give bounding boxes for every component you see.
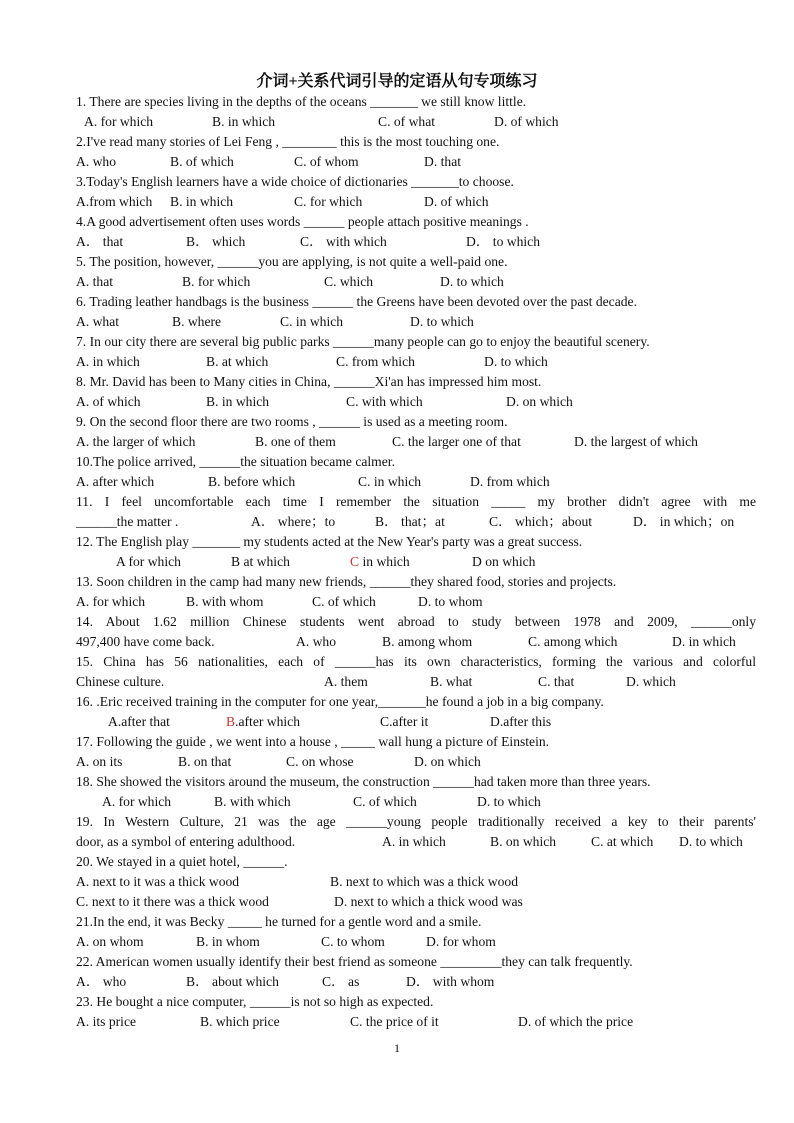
answer-option-text: A. next to it was a thick wood	[76, 874, 240, 889]
answer-option	[406, 972, 494, 992]
answer-option	[490, 832, 556, 852]
answer-option-text: A. them	[324, 674, 368, 689]
options-line	[76, 832, 756, 852]
answer-option	[626, 672, 676, 692]
answer-option	[321, 932, 385, 952]
answer-option-text: A. the larger of which	[76, 434, 196, 449]
options-line	[76, 152, 756, 172]
answer-option	[255, 432, 336, 452]
options-line	[76, 232, 756, 252]
answer-option-text: D. to which	[477, 794, 541, 809]
answer-option-text: C. among which	[528, 634, 618, 649]
answer-option-text: B． that；at	[375, 514, 445, 529]
answer-option	[76, 232, 123, 252]
answer-option-text: A. who	[296, 634, 337, 649]
answer-option-text: C. for which	[294, 194, 363, 209]
answer-option-text: in which	[359, 554, 410, 569]
answer-option	[410, 312, 474, 332]
answer-option	[472, 552, 535, 572]
options-line	[76, 752, 756, 772]
question-line: 3.Today's English learners have a wide choice of dictionaries _______to choose.	[76, 174, 514, 189]
answer-option-text: D on which	[472, 554, 536, 569]
answer-option-text: A. that	[76, 274, 113, 289]
answer-option-text: D． with whom	[406, 974, 495, 989]
answer-option	[672, 632, 736, 652]
answer-option	[380, 712, 428, 732]
answer-option	[214, 792, 291, 812]
answer-option	[490, 712, 551, 732]
answer-option	[170, 192, 233, 212]
answer-option	[231, 552, 290, 572]
answer-option-text: D. next to which a thick wood was	[334, 894, 523, 909]
answer-option-text: D. to which	[484, 354, 548, 369]
answer-option	[477, 792, 541, 812]
answer-option-text: D. in which	[672, 634, 736, 649]
answer-option	[322, 972, 359, 992]
answer-option	[76, 832, 295, 852]
answer-option-text: door, as a symbol of entering adulthood.	[76, 834, 296, 849]
answer-option	[336, 352, 415, 372]
answer-option	[76, 752, 122, 772]
question-line: 23. He bought a nice computer, ______is not so high as expected.	[76, 994, 434, 1009]
question-line: 11. I feel uncomfortable each time I remember the situation _____ my brother didn't agree with me	[76, 494, 756, 509]
answer-option	[76, 632, 215, 652]
answer-option	[76, 272, 113, 292]
question-line: 2.I've read many stories of Lei Feng , ________ this is the most touching one.	[76, 134, 500, 149]
answer-option	[212, 112, 275, 132]
options-line	[76, 392, 756, 412]
answer-option-text: C. next to it there was a thick wood	[76, 894, 269, 909]
answer-option	[76, 972, 126, 992]
answer-option-text: D. of which the price	[518, 1014, 634, 1029]
answer-option-text: A.after that	[108, 714, 170, 729]
question-line: 6. Trading leather handbags is the business ______ the Greens have been devoted over the past decade.	[76, 294, 637, 309]
answer-option-text: B. with whom	[186, 594, 264, 609]
answer-option	[378, 112, 435, 132]
answer-option-text: C. of which	[312, 594, 376, 609]
answer-option	[206, 352, 268, 372]
question-line: 15. China has 56 nationalities, each of ______has its own characteristics, forming the various and colorful	[76, 654, 756, 669]
answer-option-text: B. among whom	[382, 634, 473, 649]
answer-option	[76, 432, 195, 452]
answer-option	[484, 352, 548, 372]
answer-option	[358, 472, 421, 492]
answer-option	[200, 1012, 280, 1032]
answer-option	[324, 672, 368, 692]
options-line	[76, 672, 756, 692]
answer-option-text: A． that	[76, 234, 124, 249]
answer-option-text: B. which price	[200, 1014, 280, 1029]
question-line: 1. There are species living in the depths of the oceans _______ we still know little.	[76, 94, 527, 109]
answer-option	[350, 552, 410, 572]
answer-option	[76, 392, 141, 412]
answer-option	[528, 632, 617, 652]
answer-option-text: A for which	[116, 554, 181, 569]
options-line	[76, 632, 756, 652]
question-line: 12. The English play _______ my students acted at the New Year's party was a great success.	[76, 534, 583, 549]
question-line: 8. Mr. David has been to Many cities in China, ______Xi'an has impressed him most.	[76, 374, 542, 389]
answer-option	[108, 712, 170, 732]
answer-option	[116, 552, 181, 572]
answer-option-text: D. to which	[440, 274, 504, 289]
answer-option	[346, 392, 423, 412]
options-line	[76, 352, 756, 372]
answer-option-text: C. from which	[336, 354, 415, 369]
answer-option	[286, 752, 354, 772]
answer-option-text: B. on that	[178, 754, 232, 769]
answer-option-text: B. of which	[170, 154, 234, 169]
answer-option-text: A.from which	[76, 194, 153, 209]
answer-option-text: C. of what	[378, 114, 436, 129]
question-line: 22. American women usually identify their best friend as someone _________they can talk frequently.	[76, 954, 633, 969]
options-line	[76, 272, 756, 292]
answer-option	[430, 672, 472, 692]
question-line: 9. On the second floor there are two rooms , ______ is used as a meeting room.	[76, 414, 508, 429]
answer-option-text: C． which；about	[489, 514, 593, 529]
answer-option	[353, 792, 417, 812]
answer-option	[591, 832, 653, 852]
answer-option	[466, 232, 540, 252]
answer-option-text: A． who	[76, 974, 127, 989]
answer-option	[186, 232, 245, 252]
answer-option-text: C. of whom	[294, 154, 359, 169]
answer-option-text: C. the larger one of that	[392, 434, 521, 449]
answer-option	[182, 272, 250, 292]
answer-option-text: B. what	[430, 674, 473, 689]
answer-option-text: D. the largest of which	[574, 434, 698, 449]
answer-option	[494, 112, 559, 132]
answer-option-text: D． to which	[466, 234, 541, 249]
options-line	[76, 552, 756, 572]
answer-option-text: B. in which	[170, 194, 234, 209]
question-line: 21.In the end, it was Becky _____ he turned for a gentle word and a smile.	[76, 914, 482, 929]
answer-option-text: A. for which	[76, 594, 146, 609]
question-line: 10.The police arrived, ______the situation became calmer.	[76, 454, 395, 469]
answer-option-text: .after which	[235, 714, 300, 729]
answer-option	[350, 1012, 439, 1032]
answer-option-text: A. what	[76, 314, 120, 329]
answer-option	[294, 192, 362, 212]
answer-option-text: D. on which	[414, 754, 481, 769]
answer-option-text: A. on whom	[76, 934, 144, 949]
answer-option	[679, 832, 743, 852]
options-line	[76, 512, 756, 532]
answer-option-text: B. in whom	[196, 934, 260, 949]
question-line: 5. The position, however, ______you are applying, is not quite a well-paid one.	[76, 254, 508, 269]
answer-option	[84, 112, 153, 132]
answer-option-text: D. of which	[494, 114, 559, 129]
answer-option-text: D. on which	[506, 394, 573, 409]
answer-option-text: C. on whose	[286, 754, 354, 769]
answer-option-text: 497,400 have come back.	[76, 634, 215, 649]
answer-option-text: C. in which	[280, 314, 344, 329]
answer-option	[518, 1012, 633, 1032]
options-line	[76, 472, 756, 492]
question-line: 16. .Eric received training in the computer for one year,_______he found a job in a big company.	[76, 694, 604, 709]
answer-option-text: B． about which	[186, 974, 279, 989]
answer-option	[172, 312, 221, 332]
answer-option-text: C. the price of it	[350, 1014, 439, 1029]
answer-option	[574, 432, 698, 452]
answer-option-text: A. for which	[102, 794, 172, 809]
answer-option-text: C． with which	[300, 234, 387, 249]
answer-option-text: D. to which	[679, 834, 743, 849]
answer-option	[418, 592, 483, 612]
answer-option-text: C. in which	[358, 474, 422, 489]
answer-option-text: B. in which	[212, 114, 276, 129]
answer-option-text: B. for which	[182, 274, 251, 289]
question-line: 19. In Western Culture, 21 was the age ______young people traditionally received a key to their parents'	[76, 814, 756, 829]
question-line: 13. Soon children in the camp had many new friends, ______they shared food, stories and projects.	[76, 574, 617, 589]
answer-option-text: C． as	[322, 974, 360, 989]
answer-option-text: A. of which	[76, 394, 141, 409]
answer-option-text: C. at which	[591, 834, 654, 849]
answer-option-text: B． which	[186, 234, 246, 249]
question-line: 18. She showed the visitors around the museum, the construction ______had taken more than three years.	[76, 774, 651, 789]
options-line	[76, 1012, 756, 1032]
answer-option	[226, 712, 300, 732]
answer-option	[76, 472, 154, 492]
answer-option-text: B. in which	[206, 394, 270, 409]
answer-option-text: D. of which	[424, 194, 489, 209]
answer-option-text: Chinese culture.	[76, 674, 165, 689]
answer-option	[196, 932, 260, 952]
answer-option	[208, 472, 295, 492]
answer-option	[102, 792, 171, 812]
answer-option-text: A. its price	[76, 1014, 137, 1029]
answer-option	[76, 312, 119, 332]
answer-option	[538, 672, 574, 692]
answer-option	[426, 932, 496, 952]
options-line	[76, 192, 756, 212]
options-line	[76, 932, 756, 952]
answer-option-text: B. with which	[214, 794, 291, 809]
answer-option	[334, 892, 523, 912]
answer-option-text: B. one of them	[255, 434, 336, 449]
marked-answer-letter: C	[350, 554, 360, 569]
answer-option	[440, 272, 504, 292]
question-line: 20. We stayed in a quiet hotel, ______.	[76, 854, 288, 869]
answer-option	[76, 892, 269, 912]
answer-option	[76, 512, 178, 532]
answer-option	[506, 392, 573, 412]
options-line	[76, 592, 756, 612]
answer-option	[76, 672, 164, 692]
answer-option-text: C. with which	[346, 394, 423, 409]
question-line: 14. About 1.62 million Chinese students went abroad to study between 1978 and 2009, ______only	[76, 614, 756, 629]
answer-option	[392, 432, 521, 452]
options-line	[76, 312, 756, 332]
answer-option-text: C. that	[538, 674, 575, 689]
answer-option-text: D. to whom	[418, 594, 483, 609]
answer-option-text: C.after it	[380, 714, 429, 729]
answer-option	[251, 512, 335, 532]
options-line	[76, 432, 756, 452]
answer-option-text: D． in which；on	[633, 514, 735, 529]
answer-option-text: B. before which	[208, 474, 296, 489]
options-line	[76, 712, 756, 732]
answer-option-text: D. that	[424, 154, 461, 169]
answer-option	[424, 152, 461, 172]
answer-option	[296, 632, 336, 652]
answer-option-text: B. on which	[490, 834, 557, 849]
answer-option-text: ______the matter .	[76, 514, 179, 529]
answer-option	[186, 972, 279, 992]
answer-option-text: D. which	[626, 674, 676, 689]
options-line	[76, 892, 756, 912]
answer-option-text: A. in which	[76, 354, 140, 369]
answer-option-text: D. from which	[470, 474, 550, 489]
answer-option-text: A． where；to	[251, 514, 336, 529]
options-line	[76, 792, 756, 812]
answer-option	[76, 192, 152, 212]
answer-option-text: B at which	[231, 554, 290, 569]
answer-option	[280, 312, 343, 332]
answer-option-text: D. for whom	[426, 934, 496, 949]
answer-option	[186, 592, 263, 612]
answer-option-text: A. for which	[84, 114, 154, 129]
page-number: 1	[394, 1041, 400, 1055]
answer-option	[414, 752, 481, 772]
answer-option-text: A. after which	[76, 474, 155, 489]
answer-option	[330, 872, 518, 892]
answer-option-text: D.after this	[490, 714, 552, 729]
options-line	[76, 872, 756, 892]
answer-option	[324, 272, 373, 292]
answer-option-text: D. to which	[410, 314, 474, 329]
answer-option-text: A. on its	[76, 754, 123, 769]
answer-option-text: B. where	[172, 314, 222, 329]
answer-option	[424, 192, 489, 212]
answer-option	[170, 152, 234, 172]
question-line: 4.A good advertisement often uses words ______ people attach positive meanings .	[76, 214, 529, 229]
answer-option	[382, 832, 446, 852]
answer-option-text: C. which	[324, 274, 374, 289]
answer-option-text: B. next to which was a thick wood	[330, 874, 519, 889]
answer-option	[382, 632, 472, 652]
answer-option-text: B. at which	[206, 354, 269, 369]
options-line	[76, 972, 756, 992]
answer-option	[206, 392, 269, 412]
answer-option	[76, 352, 140, 372]
answer-option	[76, 1012, 136, 1032]
answer-option	[375, 512, 445, 532]
options-line	[76, 112, 756, 132]
question-line: 17. Following the guide , we went into a house , _____ wall hung a picture of Einstein.	[76, 734, 550, 749]
answer-option	[76, 592, 145, 612]
answer-option	[76, 152, 116, 172]
answer-option	[76, 932, 144, 952]
answer-option-text: A. in which	[382, 834, 446, 849]
answer-option	[633, 512, 734, 532]
question-line: 7. In our city there are several big public parks ______many people can go to enjoy the beautiful scenery.	[76, 334, 650, 349]
marked-answer-letter: B	[226, 714, 236, 729]
answer-option	[470, 472, 550, 492]
answer-option	[489, 512, 592, 532]
answer-option	[312, 592, 376, 612]
answer-option	[178, 752, 231, 772]
answer-option	[76, 872, 239, 892]
page-title: 介词+关系代词引导的定语从句专项练习	[256, 73, 538, 90]
answer-option-text: A. who	[76, 154, 117, 169]
answer-option-text: C. to whom	[321, 934, 385, 949]
answer-option	[300, 232, 387, 252]
answer-option-text: C. of which	[353, 794, 417, 809]
answer-option	[294, 152, 359, 172]
